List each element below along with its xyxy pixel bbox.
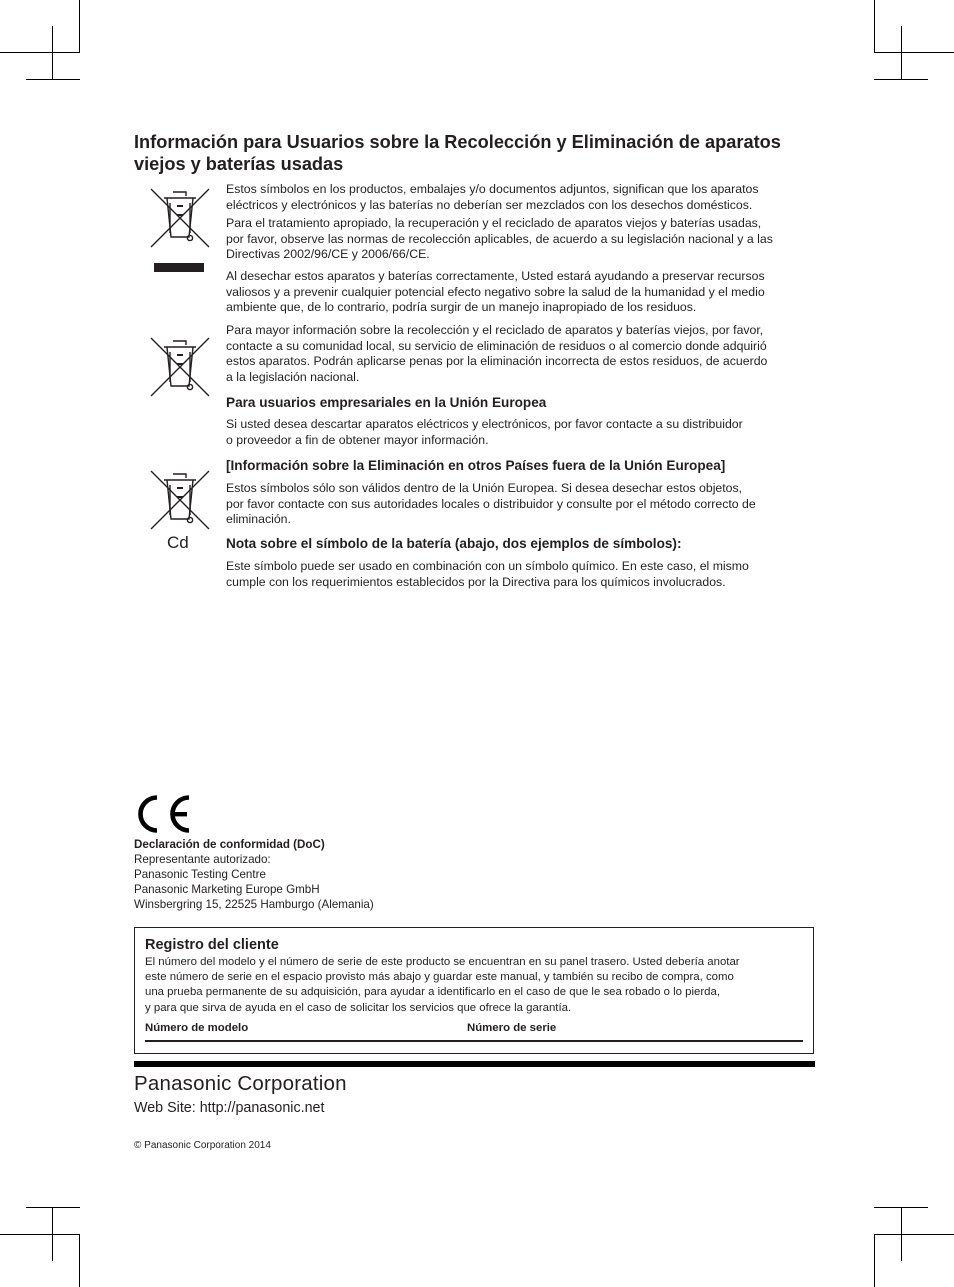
battery-note-text: Este símbolo puede ser usado en combinación con un símbolo químico. En este caso, el mismo cumple con los requerimientos establecidos por la Directiva para los químicos involucrados.	[226, 559, 749, 589]
crossed-out-bin-icon	[149, 469, 211, 531]
registration-fill-line	[145, 1040, 803, 1042]
doc-line: Panasonic Marketing Europe GmbH	[134, 883, 320, 896]
registration-title: Registro del cliente	[145, 937, 279, 953]
paragraph-symbols-meaning: Estos símbolos en los productos, embalajes y/o documentos adjuntos, significan que los aparatos eléctricos y electrónicos y las baterías no deberían ser mezclados con los desechos domésticos.	[226, 182, 759, 212]
paragraph-more-info: Para mayor información sobre la recolección y el reciclado de aparatos y baterías viejos, por favor, contacte a su comunidad local, su servicio de eliminación de residuos o al comercio donde adquirió estos aparatos. Podrán aplicarse penas por la eliminación incorrecta de estos residuos, de acuerdo a la legislación nacional.	[226, 323, 768, 384]
black-bar-symbol	[154, 263, 204, 272]
page-title: Información para Usuarios sobre la Recolección y Eliminación de aparatos viejos y baterías usadas	[134, 132, 781, 174]
copyright-text: © Panasonic Corporation 2014	[134, 1140, 271, 1151]
registration-text: El número del modelo y el número de serie de este producto se encuentran en su panel trasero. Usted debería anotar este número de serie en el espacio provisto más abajo y guardar este manual, y también su recibo de compra, como una prueba permanente de su adquisición, para ayudar a identificarlo en el caso de que le sea robado o lo pierda, y para que sirva de ayuda en el caso de solicitar los servicios que ofrece la garantía.	[145, 956, 740, 1014]
footer-divider-bar	[134, 1061, 815, 1067]
doc-title: Declaración de conformidad (DoC)	[134, 838, 325, 851]
outside-eu-title: [Información sobre la Eliminación en otros Países fuera de la Unión Europea]	[226, 458, 726, 473]
crossed-out-bin-icon	[149, 336, 211, 398]
doc-line: Winsbergring 15, 22525 Hamburgo (Alemania)	[134, 898, 374, 911]
chemical-symbol-label: Cd	[167, 533, 189, 552]
crossed-out-bin-icon	[149, 187, 211, 249]
ce-mark-icon	[134, 794, 192, 834]
company-wordmark: Panasonic Corporation	[134, 1072, 347, 1095]
doc-line: Panasonic Testing Centre	[134, 868, 266, 881]
business-users-title: Para usuarios empresariales en la Unión Europea	[226, 395, 547, 410]
battery-note-title: Nota sobre el símbolo de la batería (abajo, dos ejemplos de símbolos):	[226, 536, 682, 551]
website-text: Web Site: http://panasonic.net	[134, 1100, 325, 1116]
business-users-text: Si usted desea descartar aparatos eléctricos y electrónicos, por favor contacte a su distribuidor o proveedor a fin de obtener mayor información.	[226, 417, 743, 447]
paragraph-disposal-benefit: Al desechar estos aparatos y baterías correctamente, Usted estará ayudando a preservar recursos valiosos y a prevenir cualquier potencial efecto negativo sobre la salud de la humanidad y el medio ambiente que, de lo contrario, podría surgir de un manejo inapropiado de los residuos.	[226, 269, 765, 315]
model-number-label: Número de modelo	[145, 1022, 249, 1034]
serial-number-label: Número de serie	[467, 1022, 557, 1034]
paragraph-treatment: Para el tratamiento apropiado, la recuperación y el reciclado de aparatos viejos y baterías usadas, por favor, observe las normas de recolección aplicables, de acuerdo a su legislación nacional y a las Directivas 2002/96/CE y 2006/66/CE.	[226, 216, 773, 262]
doc-line: Representante autorizado:	[134, 853, 271, 866]
outside-eu-text: Estos símbolos sólo son válidos dentro de la Unión Europea. Si desea desechar estos objetos, por favor contacte con sus autoridades locales o distribuidor y consulte por el método correcto de eliminación.	[226, 481, 756, 527]
